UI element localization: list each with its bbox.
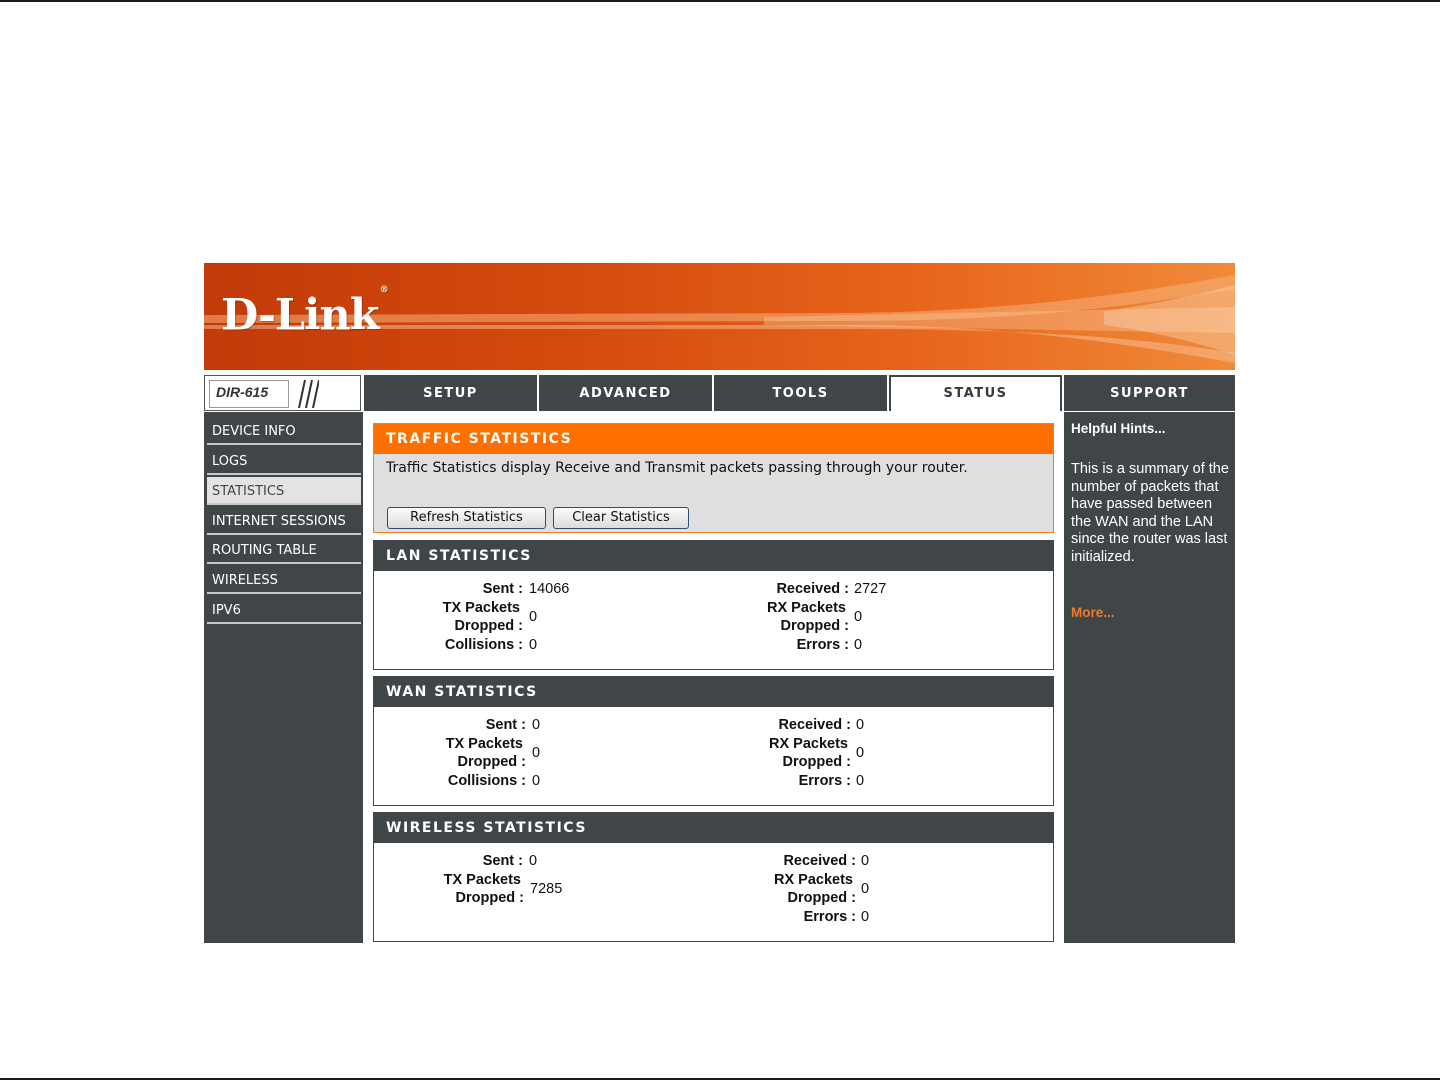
sent-label: Sent :	[485, 717, 526, 733]
refresh-statistics-button[interactable]: Refresh Statistics	[387, 507, 546, 529]
helpful-hints-panel	[1064, 412, 1235, 943]
wan-rx-dropped-value: 0	[856, 745, 865, 761]
lan-received-value: 2727	[854, 581, 887, 597]
rx-dropped-label-line1: RX Packets	[769, 736, 848, 752]
sent-label: Sent :	[482, 581, 523, 597]
top-navigation	[204, 375, 1235, 411]
wan-sent-value: 0	[532, 717, 541, 733]
sidebar-item-ipv6[interactable]: IPV6	[207, 596, 361, 624]
hints-title: Helpful Hints...	[1071, 421, 1166, 436]
wan-errors-value: 0	[856, 773, 865, 789]
traffic-statistics-panel	[373, 423, 1054, 533]
hints-text: This is a summary of the number of packets that have passed between the WAN and the LAN since the router was last initialized.	[1071, 461, 1229, 565]
sidebar-item-logs[interactable]: LOGS	[207, 447, 361, 475]
panel-title: LAN STATISTICS	[374, 541, 1053, 571]
model-name: DIR-615	[216, 384, 269, 400]
wireless-statistics-panel	[373, 812, 1054, 942]
panel-title: WAN STATISTICS	[374, 677, 1053, 707]
dlink-logo	[221, 285, 388, 341]
tx-dropped-label-line1: TX Packets	[442, 600, 520, 616]
rx-dropped-label-line2: Dropped :	[780, 618, 849, 634]
sidebar-item-device-info[interactable]: DEVICE INFO	[207, 417, 361, 445]
page-bottom-rule	[0, 1078, 1440, 1080]
wireless-rx-dropped-value: 0	[861, 881, 870, 897]
model-badge	[204, 375, 361, 411]
sidebar-item-routing-table[interactable]: ROUTING TABLE	[207, 536, 361, 564]
sidebar-item-wireless[interactable]: WIRELESS	[207, 566, 361, 594]
panel-description: Traffic Statistics display Receive and Transmit packets passing through your router.	[386, 460, 968, 476]
rx-dropped-label-line2: Dropped :	[787, 890, 856, 906]
page-top-rule	[0, 0, 1440, 2]
lan-errors-value: 0	[854, 637, 863, 653]
tab-status[interactable]: STATUS	[889, 375, 1062, 411]
tab-tools[interactable]: TOOLS	[714, 375, 887, 411]
received-label: Received :	[776, 581, 849, 597]
wireless-received-value: 0	[861, 853, 870, 869]
hints-more-link[interactable]: More...	[1071, 605, 1115, 620]
wireless-tx-dropped-value: 7285	[530, 881, 563, 897]
panel-title: WIRELESS STATISTICS	[374, 813, 1053, 843]
collisions-label: Collisions :	[447, 773, 526, 789]
wan-collisions-value: 0	[532, 773, 541, 789]
tx-dropped-label-line2: Dropped :	[454, 618, 523, 634]
lan-tx-dropped-value: 0	[529, 609, 538, 625]
wan-tx-dropped-value: 0	[532, 745, 541, 761]
sidebar-item-internet-sessions[interactable]: INTERNET SESSIONS	[207, 507, 361, 535]
wireless-sent-value: 0	[529, 853, 538, 869]
received-label: Received :	[783, 853, 856, 869]
sent-label: Sent :	[482, 853, 523, 869]
received-label: Received :	[778, 717, 851, 733]
wan-statistics-panel	[373, 676, 1054, 806]
slashes-icon	[289, 378, 319, 410]
tab-advanced[interactable]: ADVANCED	[539, 375, 712, 411]
lan-statistics-panel	[373, 540, 1054, 670]
tab-setup[interactable]: SETUP	[364, 375, 537, 411]
rx-dropped-label-line1: RX Packets	[774, 872, 853, 888]
rx-dropped-label-line1: RX Packets	[767, 600, 846, 616]
collisions-label: Collisions :	[444, 637, 523, 653]
errors-label: Errors :	[798, 773, 851, 789]
tab-support[interactable]: SUPPORT	[1064, 375, 1235, 411]
lan-rx-dropped-value: 0	[854, 609, 863, 625]
logo-text: D-Link	[221, 290, 379, 341]
lan-sent-value: 14066	[529, 581, 570, 597]
rx-dropped-label-line2: Dropped :	[782, 754, 851, 770]
errors-label: Errors :	[803, 909, 856, 925]
tx-dropped-label-line2: Dropped :	[457, 754, 526, 770]
wireless-errors-value: 0	[861, 909, 870, 925]
left-sidebar	[204, 412, 363, 943]
main-content	[366, 412, 1062, 943]
sidebar-item-statistics[interactable]: STATISTICS	[207, 477, 361, 505]
panel-title: TRAFFIC STATISTICS	[374, 424, 1053, 454]
logo-registered-mark: ®	[379, 285, 388, 295]
wan-received-value: 0	[856, 717, 865, 733]
router-admin-page	[204, 263, 1235, 943]
tx-dropped-label-line2: Dropped :	[455, 890, 524, 906]
errors-label: Errors :	[796, 637, 849, 653]
tx-dropped-label-line1: TX Packets	[443, 872, 521, 888]
tx-dropped-label-line1: TX Packets	[445, 736, 523, 752]
header-banner	[204, 263, 1235, 370]
clear-statistics-button[interactable]: Clear Statistics	[553, 507, 689, 529]
lan-collisions-value: 0	[529, 637, 538, 653]
